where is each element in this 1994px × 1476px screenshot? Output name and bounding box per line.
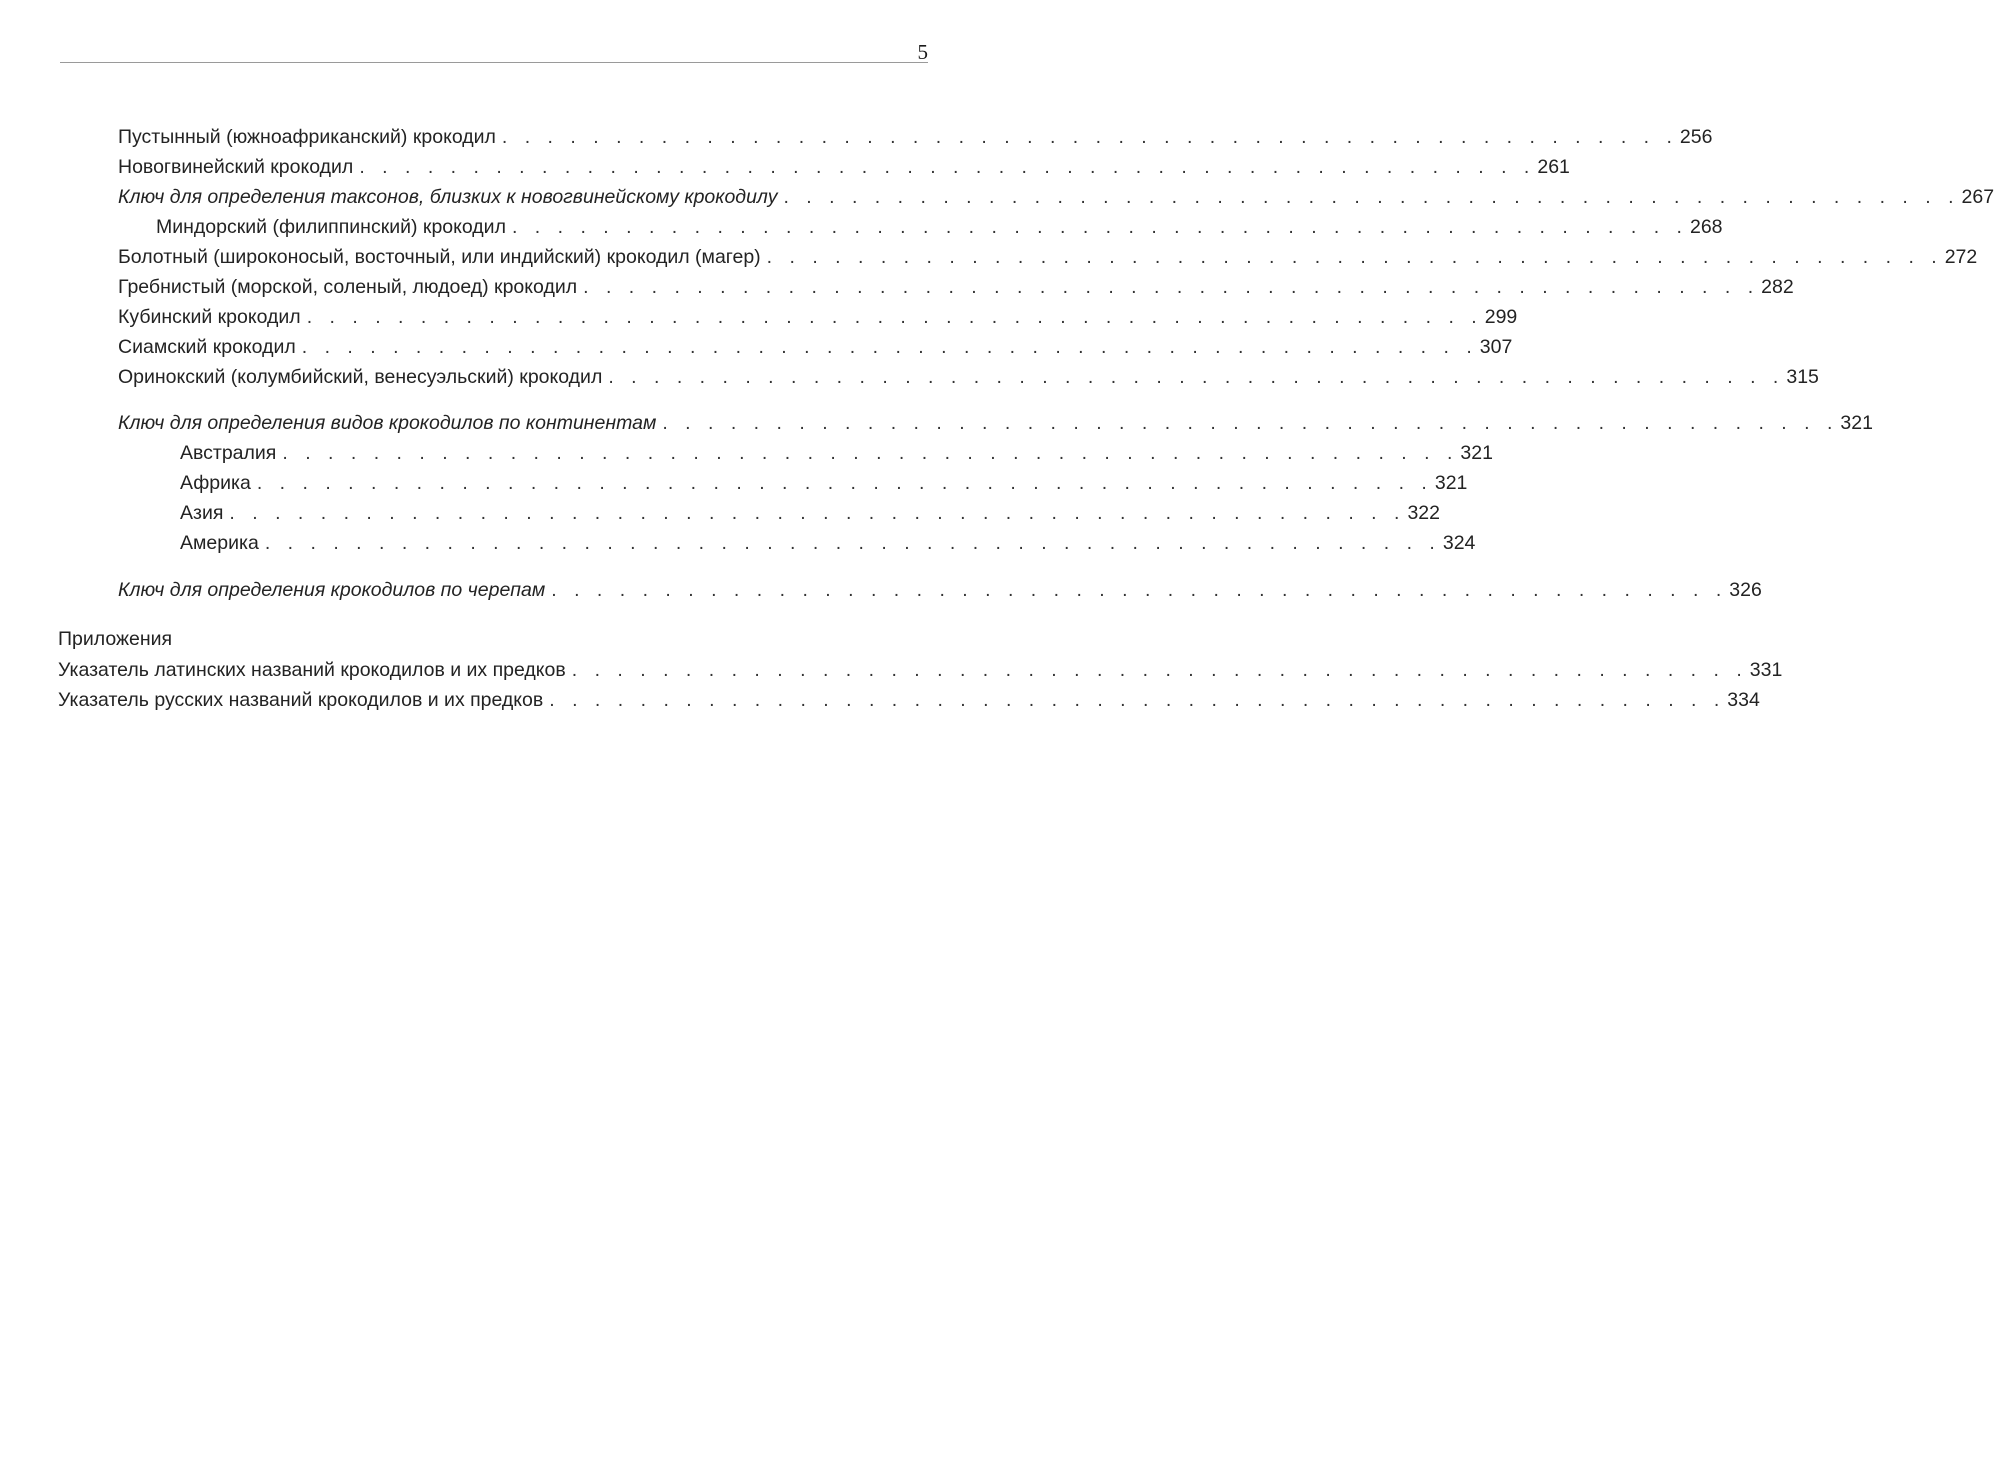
toc-entry-page: 267 (1961, 186, 1994, 208)
page-number: 5 (917, 40, 928, 64)
toc-entry (118, 575, 1762, 605)
toc-entry (118, 122, 1713, 152)
toc-entry (180, 498, 1440, 528)
toc-entry-page: 256 (1679, 126, 1713, 148)
toc-leader: . . . . . . . . . . . . . . . . . . . . . . . . . . . . . . . . . . . . . . . . . . . . . . . . . . . . (229, 502, 1406, 524)
toc-entry-page: 321 (1840, 412, 1873, 434)
toc-entry-title: Австралия (180, 442, 277, 464)
toc-leader: . . . . . . . . . . . . . . . . . . . . . . . . . . . . . . . . . . . . . . . . . . . . . . . . . . . . (583, 276, 1760, 298)
toc-entry-title: Америка (180, 532, 259, 554)
toc-entry-title: Ключ для определения видов крокодилов по континентам (118, 412, 657, 434)
toc-entry-page: 324 (1442, 532, 1476, 554)
toc-leader: . . . . . . . . . . . . . . . . . . . . . . . . . . . . . . . . . . . . . . . . . . . . . . . . . . . . (264, 532, 1441, 554)
toc-entry (118, 408, 1873, 438)
toc-entry (118, 152, 1570, 182)
toc-entry-page: 268 (1689, 216, 1723, 238)
toc-leader: . . . . . . . . . . . . . . . . . . . . . . . . . . . . . . . . . . . . . . . . . . . . . . . . . . . . (551, 579, 1728, 601)
toc-entry (180, 528, 1476, 558)
toc-leader: . . . . . . . . . . . . . . . . . . . . . . . . . . . . . . . . . . . . . . . . . . . . . . . . . . . . (571, 659, 1748, 681)
toc-entry (118, 182, 1994, 212)
toc-entry-title: Африка (180, 472, 251, 494)
toc-entry (58, 655, 1783, 685)
toc-leader: . . . . . . . . . . . . . . . . . . . . . . . . . . . . . . . . . . . . . . . . . . . . . . . . . . . . (608, 366, 1785, 388)
toc-entry-page: 299 (1484, 306, 1518, 328)
toc-leader: . . . . . . . . . . . . . . . . . . . . . . . . . . . . . . . . . . . . . . . . . . . . . . . . . . . . (306, 306, 1483, 328)
toc-leader: . . . . . . . . . . . . . . . . . . . . . . . . . . . . . . . . . . . . . . . . . . . . . . . . . . . . (359, 156, 1536, 178)
toc-entry-page: 261 (1537, 156, 1570, 178)
toc-entry-page: 321 (1460, 442, 1493, 464)
toc-entry-title: Гребнистый (морской, соленый, людоед) крокодил (118, 276, 578, 298)
toc-entry-page: 307 (1479, 336, 1513, 358)
toc-entry-title: Кубинский крокодил (118, 306, 301, 328)
toc-entry-page: 322 (1407, 502, 1440, 524)
toc-entry-title: Болотный (широконосый, восточный, или индийский) крокодил (магер) (118, 246, 761, 268)
toc-entry-title: Миндорский (филиппинский) крокодил (156, 216, 506, 238)
toc-entry-title: Указатель латинских названий крокодилов и их предков (58, 659, 566, 681)
toc-entry (180, 468, 1468, 498)
toc-entry-title: Ключ для определения крокодилов по черепам (118, 579, 546, 601)
toc-leader: . . . . . . . . . . . . . . . . . . . . . . . . . . . . . . . . . . . . . . . . . . . . . . . . . . . . (549, 689, 1726, 711)
toc-entry (58, 685, 1760, 715)
toc-entry-title: Азия (180, 502, 224, 524)
toc-entry-page: 282 (1761, 276, 1794, 298)
toc-entry-title: Оринокский (колумбийский, венесуэльский) крокодил (118, 366, 603, 388)
toc-entry-title: Новогвинейский крокодил (118, 156, 354, 178)
toc-entry (118, 362, 1819, 392)
toc-entry (180, 438, 1493, 468)
toc-entry-page: 326 (1729, 579, 1762, 601)
toc-entry-page: 321 (1434, 472, 1468, 494)
toc-entry (156, 212, 1723, 242)
toc-leader: . . . . . . . . . . . . . . . . . . . . . . . . . . . . . . . . . . . . . . . . . . . . . . . . . . . . (766, 246, 1943, 268)
toc-entry-page: 272 (1944, 246, 1978, 268)
toc-leader: . . . . . . . . . . . . . . . . . . . . . . . . . . . . . . . . . . . . . . . . . . . . . . . . . . . . (662, 412, 1839, 434)
toc-leader: . . . . . . . . . . . . . . . . . . . . . . . . . . . . . . . . . . . . . . . . . . . . . . . . . . . . (511, 216, 1688, 238)
toc-entry-page: 331 (1749, 659, 1783, 681)
toc-entry-title: Указатель русских названий крокодилов и их предков (58, 689, 544, 711)
toc-entry (118, 272, 1794, 302)
toc-leader: . . . . . . . . . . . . . . . . . . . . . . . . . . . . . . . . . . . . . . . . . . . . . . . . . . . . (256, 472, 1433, 494)
toc-entry (118, 302, 1518, 332)
toc-leader: . . . . . . . . . . . . . . . . . . . . . . . . . . . . . . . . . . . . . . . . . . . . . . . . . . . . (783, 186, 1960, 208)
toc-leader: . . . . . . . . . . . . . . . . . . . . . . . . . . . . . . . . . . . . . . . . . . . . . . . . . . . . (282, 442, 1459, 464)
toc-entry-page: 334 (1727, 689, 1760, 711)
toc-entry-title: Ключ для определения таксонов, близких к новогвинейскому крокодилу (118, 186, 778, 208)
toc-leader: . . . . . . . . . . . . . . . . . . . . . . . . . . . . . . . . . . . . . . . . . . . . . . . . . . . . (301, 336, 1478, 358)
appendix-heading: Приложения (58, 628, 173, 650)
header-rule (60, 62, 928, 63)
toc-leader: . . . . . . . . . . . . . . . . . . . . . . . . . . . . . . . . . . . . . . . . . . . . . . . . . . . . (501, 126, 1678, 148)
toc-entry-title: Пустынный (южноафриканский) крокодил (118, 126, 496, 148)
toc-entry (118, 242, 1978, 272)
toc-entry-title: Сиамский крокодил (118, 336, 296, 358)
toc-entry-page: 315 (1786, 366, 1819, 388)
toc-entry (118, 332, 1513, 362)
